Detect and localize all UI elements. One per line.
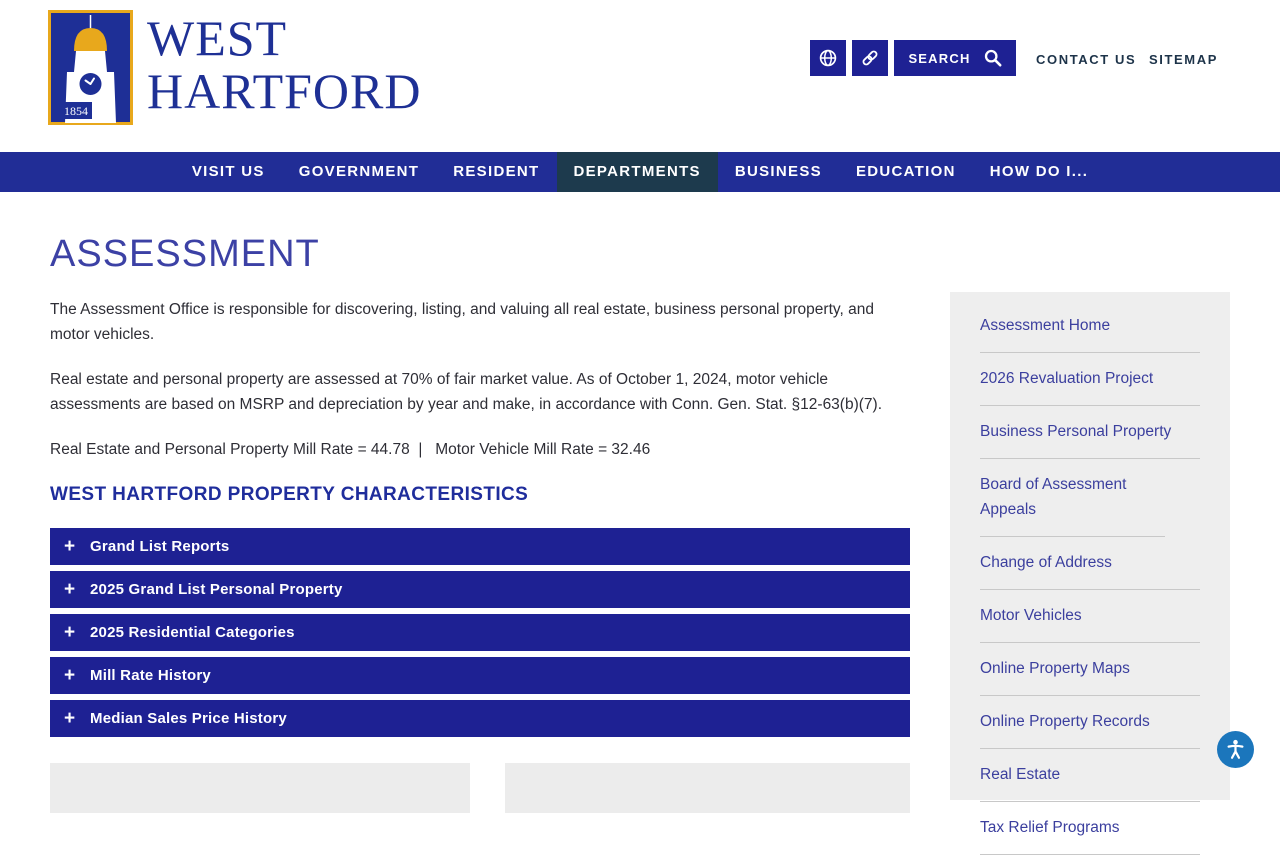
globe-icon — [818, 48, 838, 68]
logo-wordmark-line2: HARTFORD — [147, 63, 422, 119]
sidebar-item-board-of-assessment-appeals[interactable]: Board of Assessment Appeals — [980, 459, 1165, 537]
assessment-note-paragraph: Real estate and personal property are assessed at 70% of fair market value. As of October 1, 2024, motor vehicle assessments are based on MSRP and depreciation by year and make, in accordance with Conn. Gen. Stat. §12-63(b)(7). — [50, 371, 882, 413]
site-header — [0, 0, 1280, 152]
accordion-2025-grand-list-personal-property[interactable] — [50, 571, 910, 608]
link-icon — [859, 47, 881, 69]
plus-icon: + — [64, 622, 76, 643]
plus-icon: + — [64, 579, 76, 600]
nav-item-departments[interactable]: DEPARTMENTS — [557, 152, 718, 192]
accordion-label: Mill Rate History — [90, 667, 211, 684]
logo-wordmark — [147, 12, 421, 118]
sidebar-item-assessment-home[interactable]: Assessment Home — [980, 300, 1200, 353]
cutoff-card — [505, 763, 910, 813]
nav-item-resident[interactable]: RESIDENT — [453, 163, 540, 180]
nav-item-government[interactable]: GOVERNMENT — [298, 163, 420, 180]
sidebar-item-business-personal-property[interactable]: Business Personal Property — [980, 406, 1200, 459]
search-button-label: SEARCH — [908, 50, 971, 66]
assessment-sidebar — [950, 292, 1230, 836]
sidebar-item-real-estate[interactable]: Real Estate — [980, 749, 1200, 802]
accordion-grand-list-reports[interactable] — [50, 528, 910, 565]
accordion-label: Median Sales Price History — [90, 710, 287, 727]
contact-us-link[interactable]: CONTACT US — [1036, 52, 1137, 67]
plus-icon: + — [64, 665, 76, 686]
cutoff-card-row — [50, 763, 910, 813]
section-heading: WEST HARTFORD PROPERTY CHARACTERISTICS — [50, 484, 529, 505]
sidebar-item-online-property-maps[interactable]: Online Property Maps — [980, 643, 1200, 696]
accordion-list — [50, 528, 910, 737]
nav-item-how-do-i[interactable]: HOW DO I... — [989, 163, 1089, 180]
accordion-mill-rate-history[interactable] — [50, 657, 910, 694]
sidebar-item-tax-relief-programs[interactable]: Tax Relief Programs — [980, 802, 1200, 855]
sidebar-item-motor-vehicles[interactable]: Motor Vehicles — [980, 590, 1200, 643]
intro-paragraph: The Assessment Office is responsible for discovering, listing, and valuing all real estate, business personal property, and motor vehicles. — [50, 301, 874, 343]
nav-item-education[interactable]: EDUCATION — [855, 163, 956, 180]
main-nav — [0, 152, 1280, 192]
accordion-label: 2025 Grand List Personal Property — [90, 581, 343, 598]
page-title: ASSESSMENT — [50, 233, 320, 275]
accordion-2025-residential-categories[interactable] — [50, 614, 910, 651]
accessibility-person-icon — [1224, 738, 1247, 761]
quick-links-button[interactable] — [852, 40, 888, 76]
sidebar-item-online-property-records[interactable]: Online Property Records — [980, 696, 1200, 749]
accessibility-widget-button[interactable] — [1217, 731, 1254, 768]
plus-icon: + — [64, 536, 76, 557]
mill-rate-line: Real Estate and Personal Property Mill Rate = 44.78 | Motor Vehicle Mill Rate = 32.46 — [50, 441, 651, 458]
accordion-label: Grand List Reports — [90, 538, 230, 555]
accordion-median-sales-price-history[interactable] — [50, 700, 910, 737]
logo-wordmark-line1: WEST — [147, 10, 288, 66]
nav-item-business[interactable]: BUSINESS — [734, 163, 822, 180]
site-logo[interactable] — [48, 10, 421, 125]
sidebar-item-2026-revaluation-project[interactable]: 2026 Revaluation Project — [980, 353, 1200, 406]
clock-tower-logo-icon — [48, 10, 133, 125]
nav-item-visit-us[interactable]: VISIT US — [191, 163, 265, 180]
main-content — [50, 192, 910, 813]
sitemap-link[interactable]: SITEMAP — [1149, 52, 1218, 67]
sidebar-item-change-of-address[interactable]: Change of Address — [980, 537, 1200, 590]
plus-icon: + — [64, 708, 76, 729]
translate-button[interactable] — [810, 40, 846, 76]
search-button[interactable] — [894, 40, 1016, 76]
logo-year: 1854 — [64, 104, 88, 118]
search-icon — [984, 49, 1002, 67]
accordion-label: 2025 Residential Categories — [90, 624, 295, 641]
cutoff-card — [50, 763, 470, 813]
